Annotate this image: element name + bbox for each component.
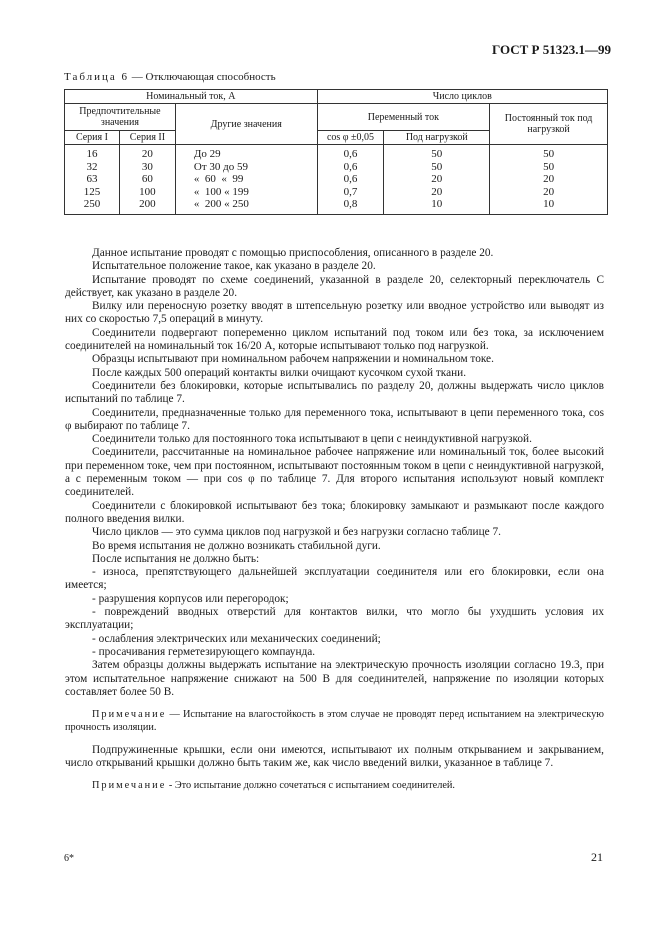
cell-other: « 60 « 99 [175,173,317,186]
paragraph: Соединители, предназначенные только для переменного тока, испытывают в цепи переменного тока, cos φ выбирают по таблице 7. [65,406,604,432]
cell-dc: 20 [490,173,608,186]
paragraph: После каждых 500 операций контакты вилки очищают кусочком сухой ткани. [92,366,467,379]
paragraph: Затем образцы должны выдержать испытание на электрическую прочность изоляции согласно 19.3, при этом испытательное напряжение снижают на 500 В для соединителей, напряжение по изоляции которых составляет более 50 В. [65,659,604,698]
cell-dc: 10 [490,198,608,214]
note-2 [65,779,604,792]
list-item: - просачивания герметезирующего компаунда. [92,645,316,658]
list-item: - ослабления электрических или механических соединений; [92,632,381,645]
cell-other: До 29 [175,145,317,161]
paragraph: Во время испытания не должно возникать стабильной дуги. [92,539,381,552]
body-text [65,247,604,793]
cell-ac: 50 [384,161,490,174]
header-dc: Постоянный ток под нагрузкой [490,104,608,145]
cell-cos: 0,6 [317,173,384,186]
breaking-capacity-table [64,89,608,215]
paragraph: Данное испытание проводят с помощью приспособления, описанного в разделе 20. [92,247,494,259]
header-cos: cos φ ±0,05 [317,131,384,145]
table-caption-prefix: Таблица 6 [64,71,130,83]
paragraph: Число циклов — это сумма циклов под нагрузкой и без нагрузки согласно таблице 7. [92,526,501,539]
table-caption [64,71,276,83]
table-row [65,161,608,174]
cell-series2: 60 [119,173,175,186]
page-number: 21 [591,850,603,864]
cell-series1: 32 [65,161,120,174]
paragraph: Испытание проводят по схеме соединений, указанной в разделе 20, селекторный переключатель С действует, как указано в разделе 20. [65,273,604,299]
paragraph: Соединители, рассчитанные на номинальное рабочее напряжение или номинальный ток, более высокий при переменном токе, чем при постоянном, испытывают постоянным током в цепи с неиндуктивной нагрузкой, а с переменным током — при cos φ по таблице 7. Для второго испытания используют новый комплект соединителей. [65,446,604,499]
list-item: - разрушения корпусов или перегородок; [92,592,289,605]
note-1 [65,708,604,735]
document-header: ГОСТ Р 51323.1—99 [492,42,611,57]
cell-series1: 63 [65,173,120,186]
paragraph: Подпружиненные крышки, если они имеются, испытывают их полным открыванием и закрыванием, число открываний крышки должно быть таким же, как число введений вилки, указанное в таблице 7. [65,743,604,769]
cell-cos: 0,6 [317,145,384,161]
paragraph: После испытания не должно быть: [92,552,260,565]
table-row [65,186,608,199]
cell-dc: 50 [490,145,608,161]
header-under-load: Под нагрузкой [384,131,490,145]
cell-dc: 50 [490,161,608,174]
list-item: - износа, препятствующего дальнейшей эксплуатации соединителя или его блокировки, если она имеется; [65,566,604,592]
table-row [65,173,608,186]
cell-dc: 20 [490,186,608,199]
cell-series1: 125 [65,186,120,199]
paragraph: Вилку или переносную розетку вводят в штепсельную розетку или вводное устройство или выводят из них со скоростью 7,5 операций в минуту. [65,300,604,326]
note-label: Примечание [92,709,167,721]
cell-other: « 200 « 250 [175,198,317,214]
header-series1: Серия I [65,131,120,145]
table-caption-text: — Отключающая способность [129,71,276,83]
header-series2: Серия II [119,131,175,145]
cell-series1: 16 [65,145,120,161]
note-label: Примечание [92,780,167,792]
cell-other: От 30 до 59 [175,161,317,174]
cell-series2: 20 [119,145,175,161]
paragraph: Соединители с блокировкой испытывают без тока; блокировку замыкают и размыкают после каждого полного введения вилки. [65,499,604,525]
cell-other: « 100 « 199 [175,186,317,199]
paragraph: Соединители без блокировки, которые испытывались по разделу 20, должны выдержать число циклов испытаний по таблице 7. [65,379,604,406]
sheet-mark: 6* [64,853,74,864]
cell-ac: 20 [384,173,490,186]
note-text: — Испытание на влагостойкость в этом случае не проводят перед испытанием на электрическую прочность изоляции. [65,709,604,734]
cell-series2: 100 [119,186,175,199]
header-nominal-current: Номинальный ток, А [65,90,318,104]
table-row [65,145,608,161]
cell-cos: 0,7 [317,186,384,199]
paragraph: Соединители подвергают попеременно циклом испытаний под током или без тока, за исключением соединителей на номинальный ток 16/20 А, которые испытывают только под нагрузкой. [65,326,604,353]
header-other: Другие значения [175,104,317,145]
cell-ac: 20 [384,186,490,199]
cell-series1: 250 [65,198,120,214]
note-text: - Это испытание должно сочетаться с испытанием соединителей. [166,780,455,792]
paragraph: Испытательное положение такое, как указано в разделе 20. [92,260,376,273]
cell-series2: 30 [119,161,175,174]
cell-ac: 10 [384,198,490,214]
list-item: - повреждений вводных отверстий для контактов вилки, что могло бы ухудшить условия их эксплуатации; [65,606,604,632]
table-row [65,198,608,214]
header-cycles: Число циклов [317,90,607,104]
paragraph: Соединители только для постоянного тока испытывают в цепи с неиндуктивной нагрузкой. [92,433,532,446]
paragraph: Образцы испытывают при номинальном рабочем напряжении и номинальном токе. [92,353,494,366]
header-preferred: Предпочтительные значения [65,104,176,131]
cell-cos: 0,6 [317,161,384,174]
header-ac: Переменный ток [317,104,490,131]
cell-cos: 0,8 [317,198,384,214]
cell-ac: 50 [384,145,490,161]
cell-series2: 200 [119,198,175,214]
